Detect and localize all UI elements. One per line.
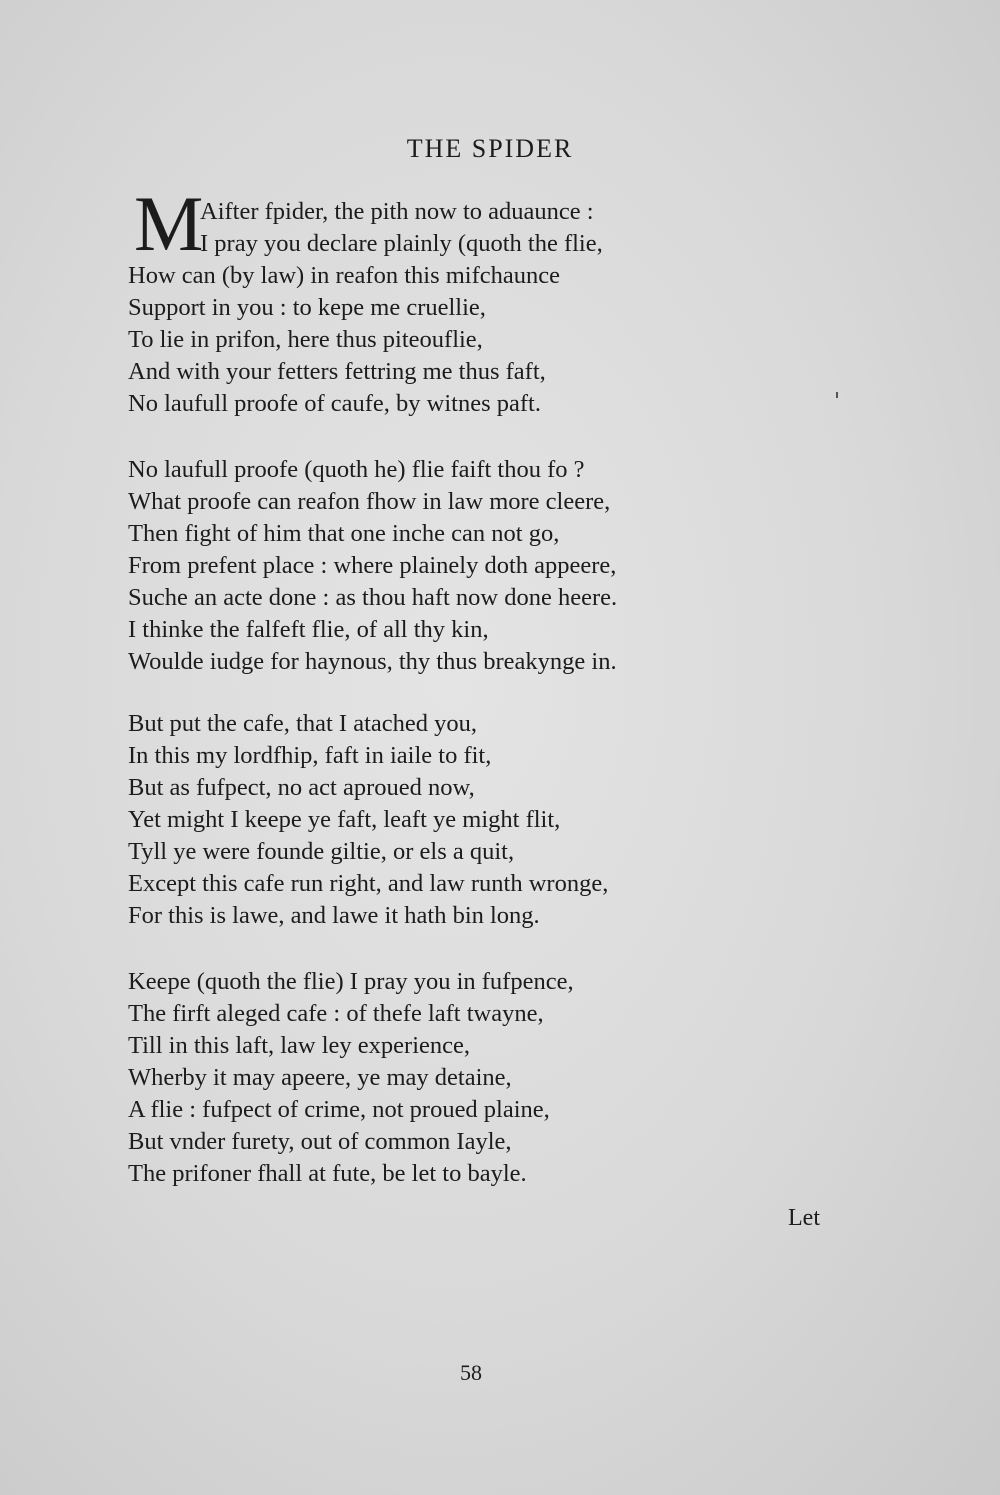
- verse-line: In this my lordfhip, faft in iaile to fit,: [128, 742, 492, 769]
- verse-line: A flie : fufpect of crime, not proued plaine,: [128, 1096, 550, 1123]
- page-title: THE SPIDER: [406, 134, 574, 163]
- verse-line: Wherby it may apeere, ye may detaine,: [128, 1064, 512, 1091]
- verse-line: Tyll ye were founde giltie, or els a quit,: [128, 838, 515, 865]
- verse-line: But as fufpect, no act aproued now,: [128, 774, 475, 801]
- verse-line: How can (by law) in reafon this mifchaunce: [128, 262, 560, 289]
- stanza-3: [128, 708, 768, 932]
- verse-line: No laufull proofe of caufe, by witnes paft.: [128, 390, 541, 417]
- verse-line: I pray you declare plainly (quoth the flie,: [200, 230, 603, 257]
- verse-line: To lie in prifon, here thus piteouflie,: [128, 326, 483, 353]
- verse-line: Yet might I keepe ye faft, leaft ye might flit,: [128, 806, 561, 833]
- verse-line: Woulde iudge for haynous, thy thus breakynge in.: [128, 648, 617, 675]
- verse-line: From prefent place : where plainely doth appeere,: [128, 552, 617, 579]
- verse-line: The prifoner fhall at fute, be let to bayle.: [128, 1160, 527, 1187]
- catchword: Let: [788, 1205, 820, 1231]
- verse-line: And with your fetters fettring me thus faft,: [128, 358, 546, 385]
- verse-line: I thinke the falfeft flie, of all thy kin,: [128, 616, 489, 643]
- paper-speck: [836, 392, 838, 398]
- verse-line: For this is lawe, and lawe it hath bin long.: [128, 902, 540, 929]
- stanza-4: [128, 966, 768, 1190]
- verse-line: The firft aleged cafe : of thefe laft twayne,: [128, 1000, 544, 1027]
- verse-line: Except this cafe run right, and law runth wronge,: [128, 870, 609, 897]
- verse-line: Then fight of him that one inche can not go,: [128, 520, 560, 547]
- verse-line: Till in this laft, law ley experience,: [128, 1032, 471, 1059]
- verse-line: But put the cafe, that I atached you,: [128, 710, 477, 737]
- verse-line: Aifter fpider, the pith now to aduaunce :: [200, 198, 594, 225]
- drop-cap: M: [134, 180, 204, 267]
- verse-line: No laufull proofe (quoth he) flie faift thou fo ?: [128, 456, 585, 483]
- page-number: 58: [460, 1360, 482, 1385]
- verse-line: Support in you : to kepe me cruellie,: [128, 294, 486, 321]
- stanza-2: [128, 454, 768, 678]
- stanza-1: [128, 196, 768, 420]
- verse-line: Suche an acte done : as thou haft now done heere.: [128, 584, 618, 611]
- verse-line: Keepe (quoth the flie) I pray you in fufpence,: [128, 968, 574, 995]
- verse-line: But vnder furety, out of common Iayle,: [128, 1128, 512, 1155]
- verse-line: What proofe can reafon fhow in law more cleere,: [128, 488, 611, 515]
